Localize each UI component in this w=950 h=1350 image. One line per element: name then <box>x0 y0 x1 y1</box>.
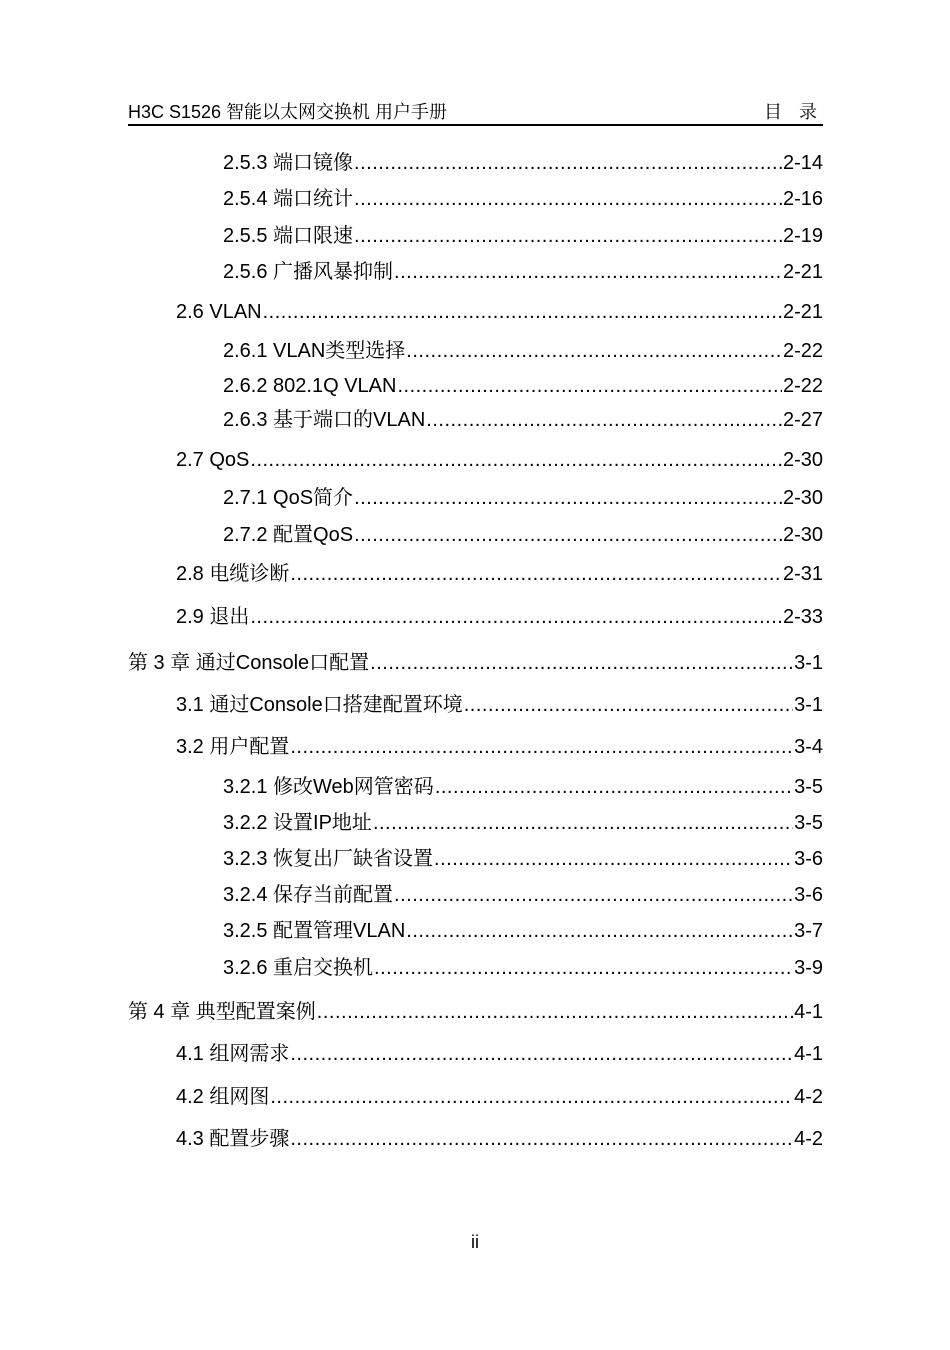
toc-entry[interactable] <box>223 847 823 871</box>
toc-entry-page: 3-1 <box>794 694 823 716</box>
toc-entry-label: 3.2.2 设置IP地址 <box>223 812 372 834</box>
toc-entry[interactable] <box>223 811 823 835</box>
toc-entry-label: 2.7.1 QoS简介 <box>223 487 354 509</box>
toc-entry[interactable] <box>176 300 823 324</box>
toc-entry-label: 2.7 QoS <box>176 449 250 471</box>
toc-leader-dots <box>263 300 782 324</box>
toc-entry[interactable] <box>176 693 823 717</box>
toc-entry[interactable] <box>223 775 823 799</box>
toc-entry-page: 2-33 <box>782 606 823 628</box>
toc-entry-page: 3-4 <box>794 736 823 758</box>
toc-leader-dots <box>354 224 782 248</box>
toc-entry[interactable] <box>223 486 823 510</box>
toc-entry[interactable] <box>176 735 823 759</box>
toc-entry-label: 2.5.3 端口镜像 <box>223 152 354 174</box>
toc-entry[interactable] <box>223 151 823 175</box>
toc-entry-page: 3-1 <box>794 652 823 674</box>
toc-entry-page: 2-30 <box>782 487 823 509</box>
toc-entry-page: 2-21 <box>782 261 823 283</box>
toc-entry-page: 3-9 <box>794 957 823 979</box>
toc-leader-dots <box>397 374 782 398</box>
toc-entry[interactable] <box>223 919 823 943</box>
toc-leader-dots <box>354 187 782 211</box>
toc-leader-dots <box>250 605 782 629</box>
toc-entry-page: 3-7 <box>794 920 823 942</box>
toc-entry-page: 3-5 <box>794 812 823 834</box>
toc-entry-label: 第 3 章 通过Console口配置 <box>128 652 370 674</box>
toc-leader-dots <box>426 408 782 432</box>
toc-entry-label: 2.9 退出 <box>176 606 250 628</box>
toc-entry-page: 3-5 <box>794 776 823 798</box>
toc-entry-page: 2-27 <box>782 409 823 431</box>
toc-entry[interactable] <box>223 224 823 248</box>
toc-entry-label: 2.5.5 端口限速 <box>223 225 354 247</box>
toc-entry[interactable] <box>128 651 823 675</box>
toc-entry-label: 4.1 组网需求 <box>176 1043 290 1065</box>
toc-entry[interactable] <box>223 883 823 907</box>
toc-entry-label: 2.5.6 广播风暴抑制 <box>223 261 394 283</box>
page-number: ii <box>471 1232 479 1252</box>
toc-entry-label: 2.6.3 基于端口的VLAN <box>223 409 426 431</box>
toc-leader-dots <box>270 1085 793 1109</box>
toc-entry-page: 2-19 <box>782 225 823 247</box>
toc-entry-label: 3.2.3 恢复出厂缺省设置 <box>223 848 434 870</box>
toc-entry-page: 2-14 <box>782 152 823 174</box>
toc-entry-page: 3-6 <box>794 884 823 906</box>
toc-leader-dots <box>290 1127 793 1151</box>
toc-entry-label: 2.6.1 VLAN类型选择 <box>223 340 406 362</box>
toc-entry-page: 2-22 <box>782 340 823 362</box>
toc-entry[interactable] <box>176 448 823 472</box>
toc-entry[interactable] <box>223 260 823 284</box>
toc-entry[interactable] <box>223 956 823 980</box>
toc-entry-label: 4.2 组网图 <box>176 1086 270 1108</box>
toc-entry[interactable] <box>223 523 823 547</box>
toc-leader-dots <box>406 919 793 943</box>
toc-entry-label: 3.1 通过Console口搭建配置环境 <box>176 694 463 716</box>
toc-entry-label: 2.6.2 802.1Q VLAN <box>223 375 397 397</box>
toc-entry[interactable] <box>223 187 823 211</box>
toc-entry[interactable] <box>176 605 823 629</box>
toc-entry-page: 4-1 <box>794 1001 823 1023</box>
toc-leader-dots <box>250 448 782 472</box>
toc-leader-dots <box>394 883 793 907</box>
toc-entry-page: 4-2 <box>794 1128 823 1150</box>
toc-leader-dots <box>290 1042 793 1066</box>
toc-entry[interactable] <box>176 1085 823 1109</box>
header-title: H3C S1526 智能以太网交换机 用户手册 <box>128 102 448 122</box>
toc-entry-label: 2.7.2 配置QoS <box>223 524 354 546</box>
toc-entry-page: 2-30 <box>782 524 823 546</box>
toc-entry-label: 2.6 VLAN <box>176 301 262 323</box>
toc-entry-page: 2-30 <box>782 449 823 471</box>
toc-entry-label: 3.2.4 保存当前配置 <box>223 884 394 906</box>
toc-entry[interactable] <box>128 1000 823 1024</box>
toc-entry-label: 4.3 配置步骤 <box>176 1128 290 1150</box>
toc-entry-label: 3.2.1 修改Web网管密码 <box>223 776 434 798</box>
toc-entry-label: 第 4 章 典型配置案例 <box>128 1001 316 1023</box>
toc-entry-page: 2-31 <box>782 563 823 585</box>
toc-entry-label: 2.5.4 端口统计 <box>223 188 354 210</box>
toc-entry-label: 3.2.5 配置管理VLAN <box>223 920 406 942</box>
toc-leader-dots <box>290 562 782 586</box>
header-section: 目 录 <box>763 102 823 122</box>
toc-leader-dots <box>435 775 793 799</box>
toc-entry[interactable] <box>176 1042 823 1066</box>
toc-leader-dots <box>317 1000 793 1024</box>
toc-leader-dots <box>464 693 793 717</box>
toc-entry-page: 2-22 <box>782 375 823 397</box>
toc-entry-page: 4-1 <box>794 1043 823 1065</box>
toc-entry[interactable] <box>176 562 823 586</box>
toc-leader-dots <box>290 735 793 759</box>
toc-leader-dots <box>374 956 793 980</box>
toc-leader-dots <box>354 486 782 510</box>
toc-leader-dots <box>354 151 782 175</box>
toc-entry[interactable] <box>223 408 823 432</box>
toc-leader-dots <box>434 847 793 871</box>
toc-entry-label: 2.8 电缆诊断 <box>176 563 290 585</box>
toc-entry-page: 2-21 <box>782 301 823 323</box>
toc-leader-dots <box>373 811 793 835</box>
toc-leader-dots <box>370 651 793 675</box>
toc-leader-dots <box>406 339 782 363</box>
toc-entry[interactable] <box>176 1127 823 1151</box>
toc-entry[interactable] <box>223 374 823 398</box>
toc-entry-label: 3.2.6 重启交换机 <box>223 957 374 979</box>
toc-entry-page: 4-2 <box>794 1086 823 1108</box>
toc-leader-dots <box>354 523 782 547</box>
toc-entry[interactable] <box>223 339 823 363</box>
toc-entry-page: 3-6 <box>794 848 823 870</box>
toc-leader-dots <box>394 260 782 284</box>
toc-entry-page: 2-16 <box>782 188 823 210</box>
toc-entry-label: 3.2 用户配置 <box>176 736 290 758</box>
